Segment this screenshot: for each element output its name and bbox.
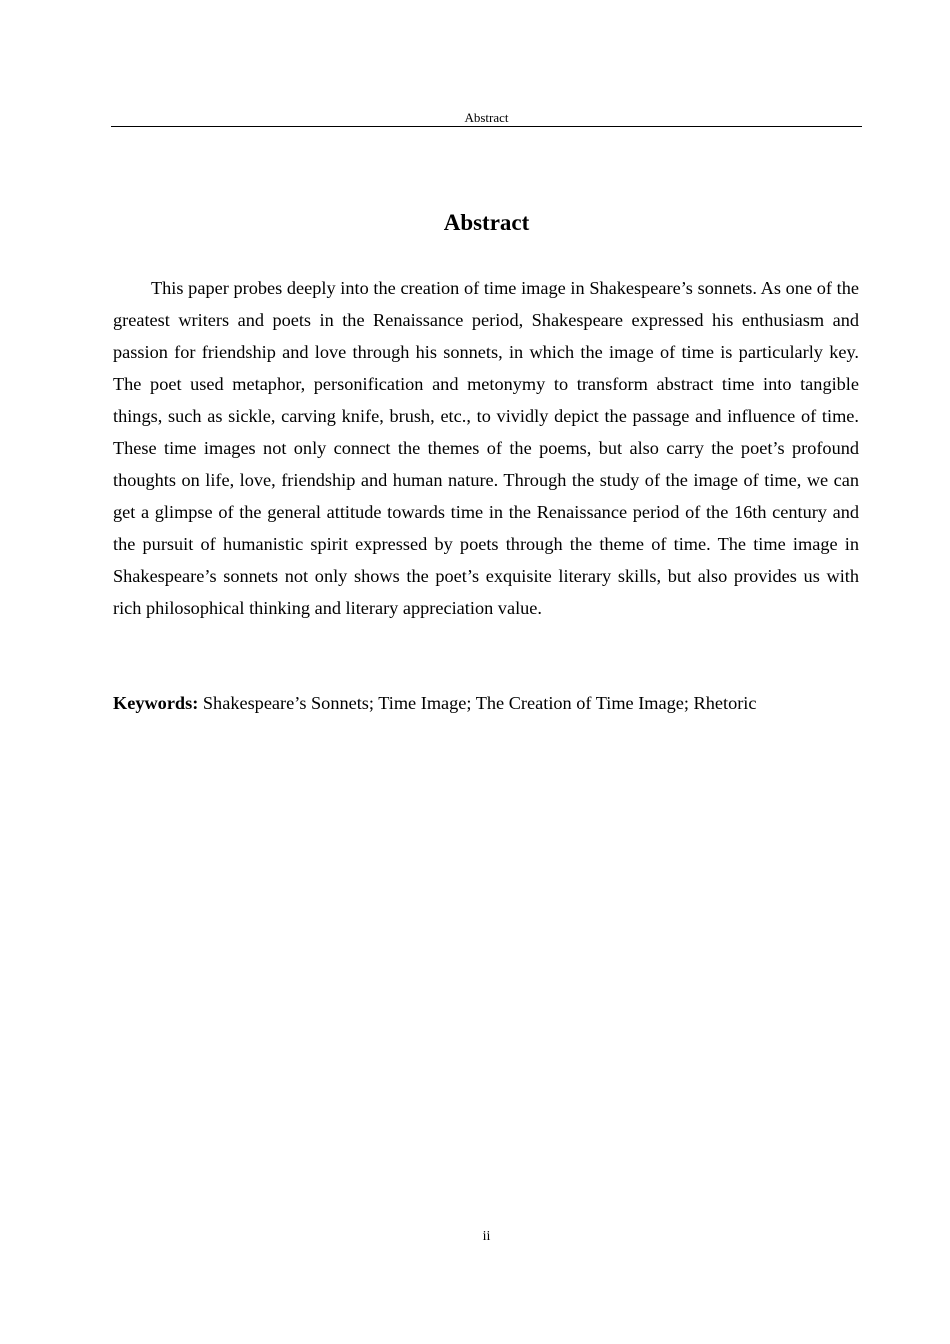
page-title: Abstract bbox=[443, 210, 530, 235]
abstract-paragraph: This paper probes deeply into the creation of time image in Shakespeare’s sonnets. As one of the greatest writers and poets in the Renaissance period, Shakespeare expressed his enthusiasm and passion for friendship and love through his sonnets, in which the image of time is particularly key. The poet used metaphor, personification and metonymy to transform abstract time into tangible things, such as sickle, carving knife, brush, etc., to vividly depict the passage and influence of time. These time images not only connect the themes of the poems, but also carry the poet’s profound thoughts on life, love, friendship and human nature. Through the study of the image of time, we can get a glimpse of the general attitude towards time in the Renaissance period of the 16th century and the pursuit of humanistic spirit expressed by poets through the theme of time. The time image in Shakespeare’s sonnets not only shows the poet’s exquisite literary skills, but also provides us with rich philosophical thinking and literary appreciation value. bbox=[113, 278, 859, 618]
keywords-line bbox=[113, 687, 859, 719]
running-header: Abstract bbox=[464, 110, 509, 125]
page-number: ii bbox=[482, 1229, 491, 1244]
keywords-label: Keywords: bbox=[113, 693, 199, 713]
header-rule bbox=[111, 126, 862, 127]
keywords-text: Shakespeare’s Sonnets; Time Image; The Creation of Time Image; Rhetoric bbox=[202, 693, 757, 713]
